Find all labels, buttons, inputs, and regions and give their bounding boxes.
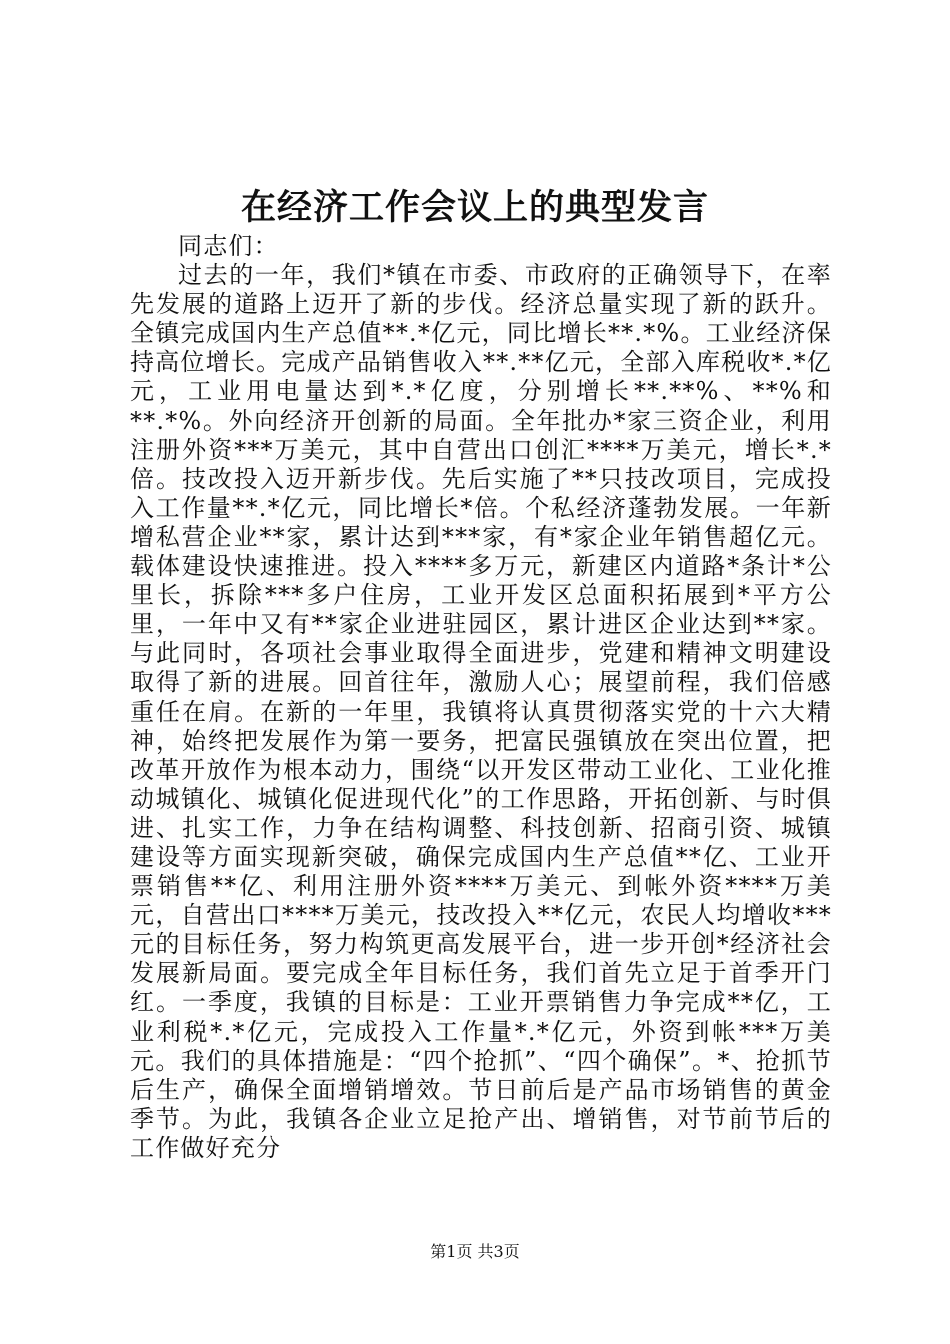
salutation: 同志们： bbox=[178, 232, 279, 260]
document-title: 在经济工作会议上的典型发言 bbox=[240, 188, 709, 228]
page-number-footer: 第1页 共3页 bbox=[430, 1242, 520, 1261]
document-body bbox=[130, 232, 832, 1163]
body-paragraph: 过去的一年，我们*镇在市委、市政府的正确领导下，在率先发展的道路上迈开了新的步伐。经济总量实现了新的跃升。全镇完成国内生产总值**.*亿元，同比增长**.*%。工业经济保持高位增长。完成产品销售收入**.**亿元，全部入库税收*.*亿元，工业用电量达到*.*亿度，分别增长**.**%、**%和**.*%。外向经济开创新的局面。全年批办*家三资企业，利用注册外资***万美元，其中自营出口创汇****万美元，增长*.*倍。技改投入迈开新步伐。先后实施了**只技改项目，完成投入工作量**.*亿元，同比增长*倍。个私经济蓬勃发展。一年新增私营企业**家，累计达到***家，有*家企业年销售超亿元。载体建设快速推进。投入****多万元，新建区内道路*条计*公里长，拆除***多户住房，工业开发区总面积拓展到*平方公里，一年中又有**家企业进驻园区，累计进区企业达到**家。与此同时，各项社会事业取得全面进步，党建和精神文明建设取得了新的进展。回首往年，激励人心；展望前程，我们倍感重任在肩。在新的一年里，我镇将认真贯彻落实党的十六大精神，始终把发展作为第一要务，把富民强镇放在突出位置，把改革开放作为根本动力，围绕“以开发区带动工业化、工业化推动城镇化、城镇化促进现代化”的工作思路，开拓创新、与时俱进、扎实工作，力争在结构调整、科技创新、招商引资、城镇建设等方面实现新突破，确保完成国内生产总值**亿、工业开票销售**亿、利用注册外资****万美元、到帐外资****万美元，自营出口****万美元，技改投入**亿元，农民人均增收***元的目标任务，努力构筑更高发展平台，进一步开创*经济社会发展新局面。要完成全年目标任务，我们首先立足于首季开门红。一季度，我镇的目标是：工业开票销售力争完成**亿，工业利税*.*亿元，完成投入工作量*.*亿元，外资到帐***万美元。我们的具体措施是：“四个抢抓”、“四个确保”。*、抢抓节后生产，确保全面增销增效。节日前后是产品市场销售的黄金季节。为此，我镇各企业立足抢产出、增销售，对节前节后的工作做好充分 bbox=[130, 261, 832, 1162]
